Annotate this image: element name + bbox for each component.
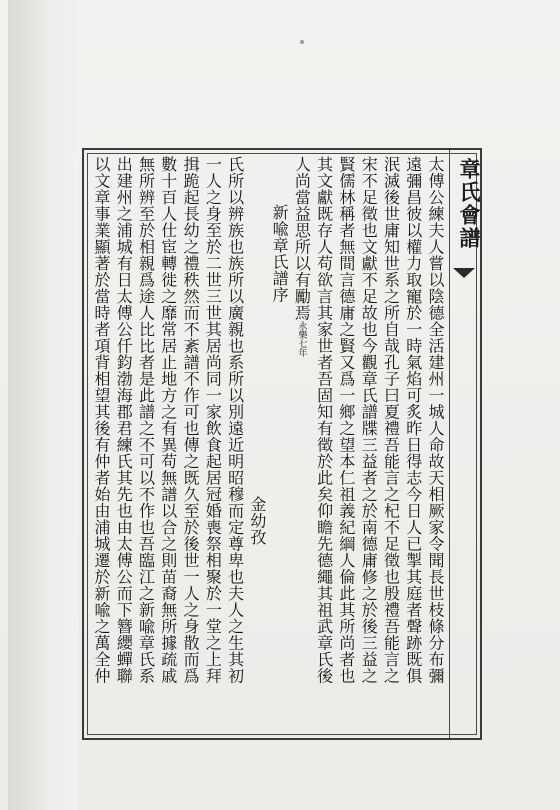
text-body	[90, 156, 446, 736]
book-title: 章氏會譜	[457, 158, 482, 250]
text-column: 無所辨至於相親爲途人比比者是此譜之不可以不作也吾臨江之新喩章氏系	[136, 156, 156, 684]
fishtail-mark	[453, 268, 475, 278]
text-column: 宋不足徵也文獻不足故也今觀章氏譜牒三益者之於南德庸修之於後三益之	[359, 156, 379, 684]
text-column: 遠彌昌彼以權力取寵於一時氣焰可炙昨日得志今日人已掣其庭者聲跡既俱	[403, 156, 423, 684]
text-column: 其文獻既存人苟欲言其家世者吾固知有徵於此矣仰瞻先德繩其祖武章氏後	[314, 156, 334, 684]
printed-frame	[82, 148, 482, 740]
text-column: 數十百人仕宦轉徙之靡常居止地方之有異苟無譜以合之則苗裔無所據疏戚	[158, 156, 178, 684]
text-column: 一人之身至於二世三世其居尚同一家飲食起居冠婚喪祭相聚於一堂之上拜	[203, 156, 223, 684]
text-column: 揖跪起長幼之禮秩然而不紊譜不作可也傳之既久至於後世一人之身散而爲	[181, 156, 201, 684]
section-title: 新喩章氏譜序	[270, 204, 290, 303]
author-name: 金幼孜	[247, 496, 267, 546]
text-column-with-note	[290, 156, 312, 736]
paper-stain	[300, 40, 304, 44]
text-column: 以文章事業顯著於當時者項背相望其後有仲者始由浦城遷於新喩之萬全仲	[92, 156, 111, 684]
date-note: 永樂七年	[296, 321, 307, 357]
text-column: 太傅公練夫人嘗以陰德全活建州一城人命故天相厥家令聞長世枝條分布彌	[425, 156, 445, 684]
center-fold-column	[449, 150, 480, 738]
text-column: 泯滅後世庸知世系之所自哉孔子曰夏禮吾能言之杞不足徵也殷禮吾能言之	[381, 156, 401, 684]
text-column: 氏所以辨族也族所以廣親也系所以別遠近明昭穆而定尊卑也夫人之生其初	[225, 156, 245, 684]
text-column-main: 人尚當益思所以有勵焉	[292, 156, 312, 321]
book-spine-shadow	[8, 0, 78, 810]
text-column: 賢儒林稱者無間言德庸之賢又爲一鄉之望本仁祖義紀綱人倫此其所尚者也	[336, 156, 356, 684]
text-column: 出建州之浦城有日太傅公仟鈞渤海郡君練氏其先也由太傅公而下簪纓蟬聯	[114, 156, 134, 684]
